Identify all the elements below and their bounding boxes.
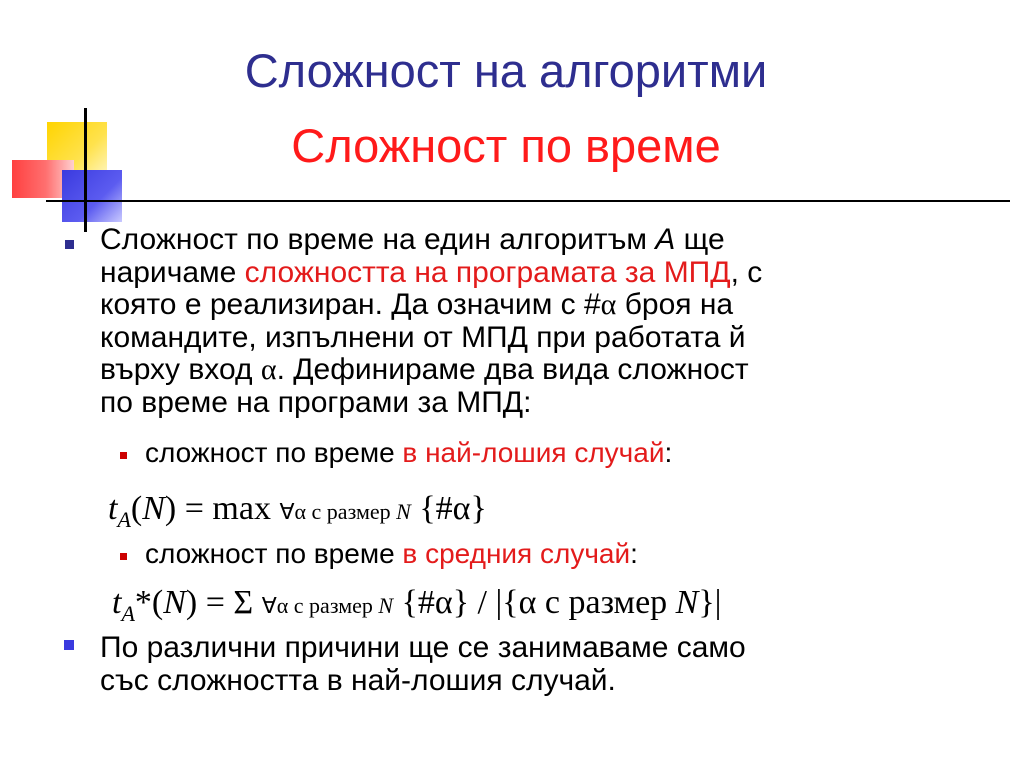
bullet-line: По различни причини ще се занимаваме само (100, 631, 746, 664)
title-divider-line (46, 200, 1010, 202)
sub-bullet-square-icon (120, 553, 127, 560)
bullet-line: която е реализиран. Да означим с #α броя на (100, 288, 734, 321)
bullet-line: със сложността в най-лошия случай. (100, 663, 616, 697)
bullet-conclusion (100, 632, 980, 697)
bullet-line: по време на програми за МПД: (100, 385, 532, 419)
bullet-definition (100, 224, 980, 419)
formula-average-case: $t_A*(N) = \Sigma$ ∀α с размер N {#α} / |{α с размер N}| (112, 584, 722, 626)
formula-worst-case: $t_A(N) = \max$ ∀α с размер N {#α} (108, 490, 487, 532)
bullet-square-icon (64, 640, 74, 650)
slide-subtitle: Сложност по време (291, 119, 721, 172)
slide-title: Сложност на алгоритми (244, 44, 768, 97)
sub-bullet-square-icon (120, 452, 127, 459)
bullet-line: командите, изпълнени от МПД при работата й (100, 320, 746, 354)
bullet-square-icon (65, 240, 74, 249)
sub-bullet-average-case: сложност по време в средния случай: (145, 538, 638, 569)
bullet-line: върху вход α. Дефинираме два вида сложност (100, 353, 749, 386)
bullet-line: наричаме сложността на програмата за МПД, с (100, 255, 763, 289)
decor-blue-square (62, 170, 122, 222)
sub-bullet-worst-case: сложност по време в най-лошия случай: (145, 437, 673, 468)
bullet-line: Сложност по време на един алгоритъм A ще (100, 223, 725, 256)
